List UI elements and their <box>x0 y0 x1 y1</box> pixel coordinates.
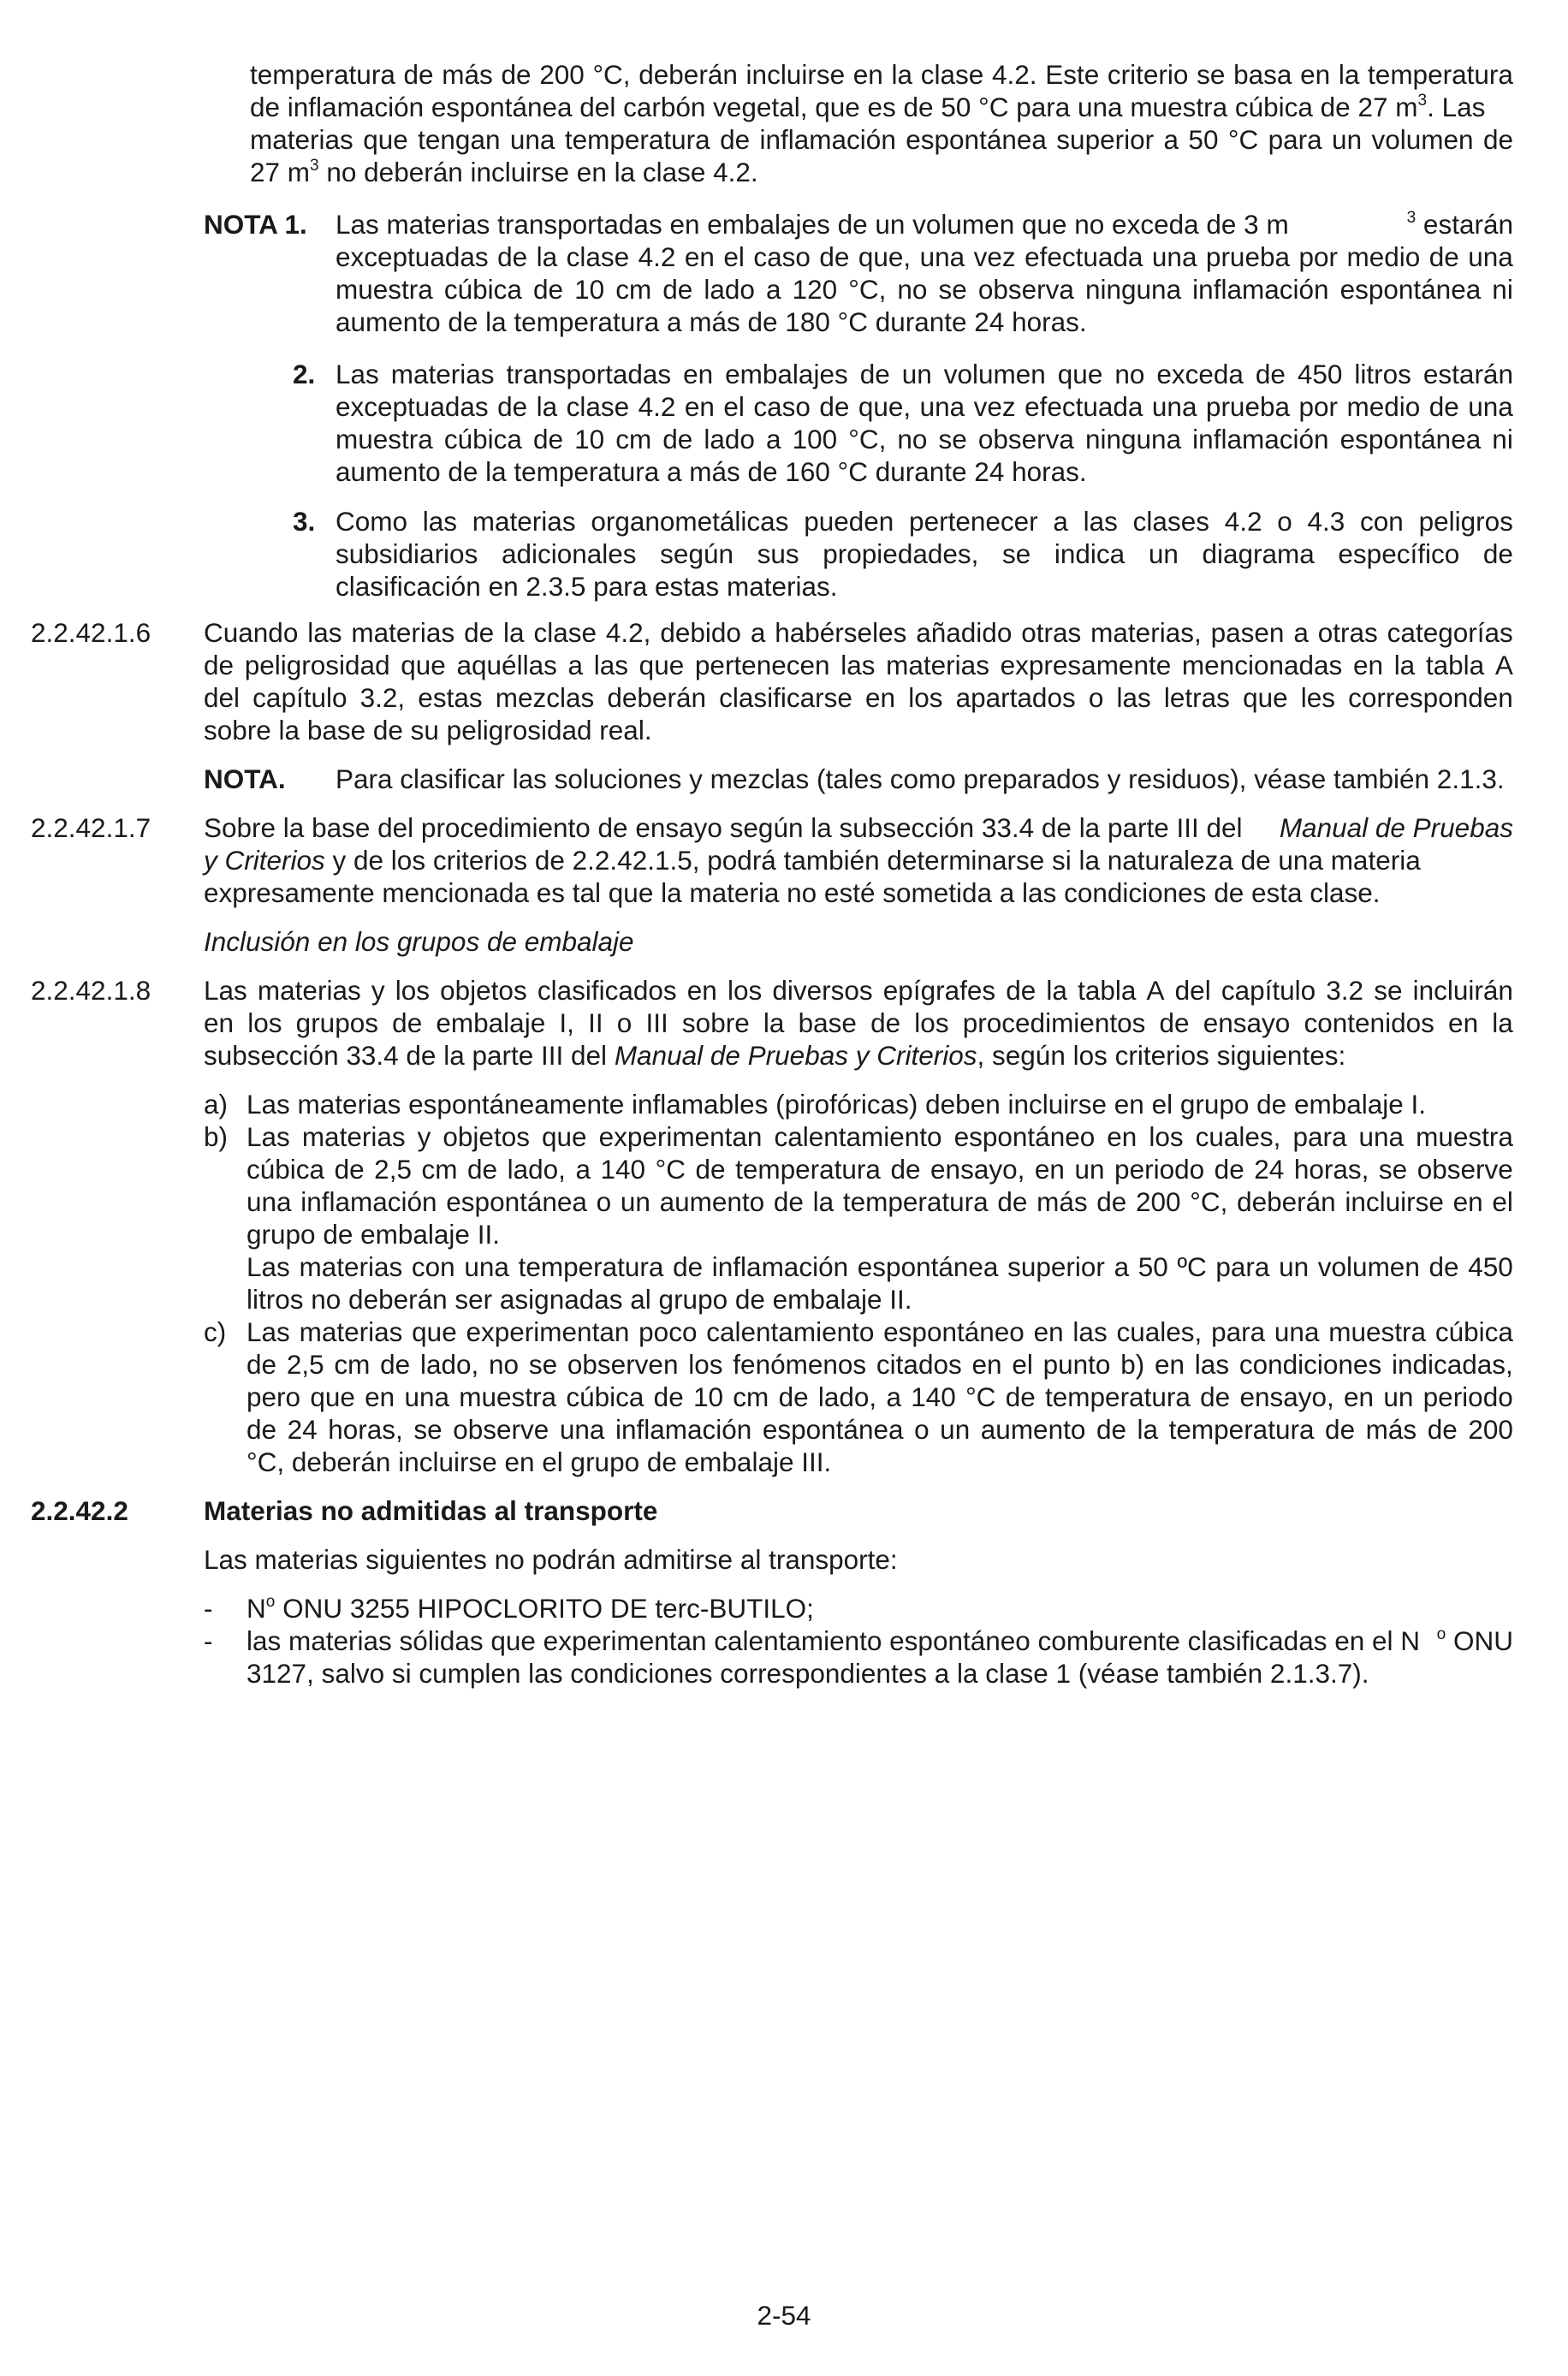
page-number: 2-54 <box>757 2300 811 2331</box>
item-a-label: a) <box>204 1089 229 1120</box>
s2222-intro: Las materias siguientes no podrán admitirse al transporte: <box>204 1544 898 1575</box>
nota-2-line-3: muestra cúbica de 10 cm de lado a 100 °C, no se observa ninguna inflamación espontánea ni <box>336 424 1513 454</box>
s2218-line-3: subsección 33.4 de la parte III del Manual de Pruebas y Criterios, según los criterios siguientes: <box>204 1040 1346 1071</box>
nota-2-line-4: aumento de la temperatura a más de 160 °C durante 24 horas. <box>336 456 1087 487</box>
bullet-2-line-1: las materias sólidas que experimentan calentamiento espontáneo comburente clasificadas en el N $^o$ ONU <box>246 1625 1513 1656</box>
nota-2-line-2: exceptuadas de la clase 4.2 en el caso de que, una vez efectuada una prueba por medio de una <box>336 391 1513 422</box>
nota-3-line-1: Como las materias organometálicas pueden pertenecer a las clases 4.2 o 4.3 con peligros <box>336 506 1513 537</box>
intro-line-4: 27 $m^3$ no deberán incluirse en la clase 4.2. <box>250 156 758 187</box>
s2216-line-3: del capítulo 3.2, estas mezclas deberán clasificarse en los apartados o las letras que les corresponden <box>204 682 1513 713</box>
nota-1-line-2: exceptuadas de la clase 4.2 en el caso de que, una vez efectuada una prueba por medio de una <box>336 241 1513 272</box>
bullet-2-dash: - <box>204 1625 213 1656</box>
s2216-nota-text: Para clasificar las soluciones y mezclas (tales como preparados y residuos), véase también 2.1.3. <box>336 763 1505 794</box>
item-c-line-3: pero que en una muestra cúbica de 10 cm de lado, a 140 °C de temperatura de ensayo, en un periodo <box>246 1381 1513 1412</box>
s2216-line-2: de peligrosidad que aquéllas a las que pertenecen las materias expresamente mencionadas en la tabla A <box>204 650 1513 680</box>
intro-line-2: de inflamación espontánea del carbón vegetal, que es de 50 °C para una muestra cúbica de 27 $m^3$. Las <box>250 91 1486 122</box>
s2218-line-1: Las materias y los objetos clasificados en los diversos epígrafes de la tabla A del capítulo 3.2 se incluirán <box>204 975 1513 1006</box>
item-b-line-1: Las materias y objetos que experimentan calentamiento espontáneo en los cuales, para una muestra <box>246 1121 1513 1152</box>
item-c-line-2: de 2,5 cm de lado, no se observen los fenómenos citados en el punto b) en las condiciones indicadas, <box>246 1349 1513 1380</box>
s2216-line-4: sobre la base de su peligrosidad real. <box>204 715 652 745</box>
bullet-2-line-2: 3127, salvo si cumplen las condiciones correspondientes a la clase 1 (véase también 2.1.3.7). <box>246 1658 1369 1689</box>
item-c-line-4: de 24 horas, se observe una inflamación espontánea o un aumento de la temperatura de más de 200 <box>246 1414 1513 1445</box>
item-a-line-1: Las materias espontáneamente inflamables (pirofóricas) deben incluirse en el grupo de embalaje I. <box>246 1089 1427 1120</box>
item-b-line-2: cúbica de 2,5 cm de lado, a 140 °C de temperatura de ensayo, en un periodo de 24 horas, se observe <box>246 1154 1513 1185</box>
nota-2-label: 2. <box>293 359 316 389</box>
item-c-label: c) <box>204 1316 227 1347</box>
s2217-line-1: Sobre la base del procedimiento de ensayo según la subsección 33.4 de la parte III del Manual de Pruebas <box>204 812 1513 843</box>
nota-1-label: NOTA 1. <box>204 209 307 240</box>
intro-line-1: temperatura de más de 200 °C, deberán incluirse en la clase 4.2. Este criterio se basa en la temperatura <box>250 59 1513 90</box>
nota-1-line-4: aumento de la temperatura a más de 180 °C durante 24 horas. <box>336 306 1087 337</box>
item-b-line-5: Las materias con una temperatura de inflamación espontánea superior a 50 ºC para un volumen de 450 <box>246 1251 1513 1282</box>
item-c-line-1: Las materias que experimentan poco calentamiento espontáneo en las cuales, para una muestra cúbica <box>246 1316 1513 1347</box>
nota-3-line-3: clasificación en 2.3.5 para estas materias. <box>336 571 838 602</box>
item-c-line-5: °C, deberán incluirse en el grupo de embalaje III. <box>246 1446 832 1477</box>
intro-line-3: materias que tengan una temperatura de inflamación espontánea superior a 50 °C para un volumen de <box>250 124 1513 155</box>
nota-3-line-2: subsidiarios adicionales según sus propiedades, se indica un diagrama específico de <box>336 538 1513 569</box>
item-b-line-3: una inflamación espontánea o un aumento de la temperatura de más de 200 °C, deberán incluirse en el <box>246 1186 1513 1217</box>
bullet-1-dash: - <box>204 1593 213 1624</box>
section-number-2-2-42-1-6: 2.2.42.1.6 <box>31 617 151 648</box>
nota-1-line-1: Las materias transportadas en embalajes de un volumen que no exceda de 3 m $^3$ estarán <box>336 208 1513 240</box>
section-number-2-2-42-1-7: 2.2.42.1.7 <box>31 812 151 843</box>
item-b-label: b) <box>204 1121 229 1152</box>
section-heading-no-admitidas: Materias no admitidas al transporte <box>204 1495 658 1526</box>
nota-3-label: 3. <box>293 506 316 537</box>
section-number-2-2-42-1-8: 2.2.42.1.8 <box>31 975 151 1006</box>
subheading-inclusion: Inclusión en los grupos de embalaje <box>204 926 634 957</box>
s2218-line-2: en los grupos de embalaje I, II o III sobre la base de los procedimientos de ensayo contenidos en la <box>204 1007 1513 1038</box>
item-b-line-4: grupo de embalaje II. <box>246 1219 500 1250</box>
s2216-nota-label: NOTA. <box>204 763 286 794</box>
s2217-line-3: expresamente mencionada es tal que la materia no esté sometida a las condiciones de esta clase. <box>204 877 1381 908</box>
bullet-1-text: $N^o$ ONU 3255 HIPOCLORITO DE terc-BUTILO; <box>246 1592 814 1624</box>
s2216-line-1: Cuando las materias de la clase 4.2, debido a habérseles añadido otras materias, pasen a otras categorías <box>204 617 1513 648</box>
item-b-line-6: litros no deberán ser asignadas al grupo de embalaje II. <box>246 1284 912 1315</box>
nota-1-line-3: muestra cúbica de 10 cm de lado a 120 °C, no se observa ninguna inflamación espontánea ni <box>336 274 1513 305</box>
section-number-2-2-42-2: 2.2.42.2 <box>31 1495 128 1526</box>
nota-2-line-1: Las materias transportadas en embalajes de un volumen que no exceda de 450 litros estarán <box>336 359 1513 389</box>
s2217-line-2: y Criterios y de los criterios de 2.2.42.1.5, podrá también determinarse si la naturaleza de una materia <box>204 845 1421 876</box>
